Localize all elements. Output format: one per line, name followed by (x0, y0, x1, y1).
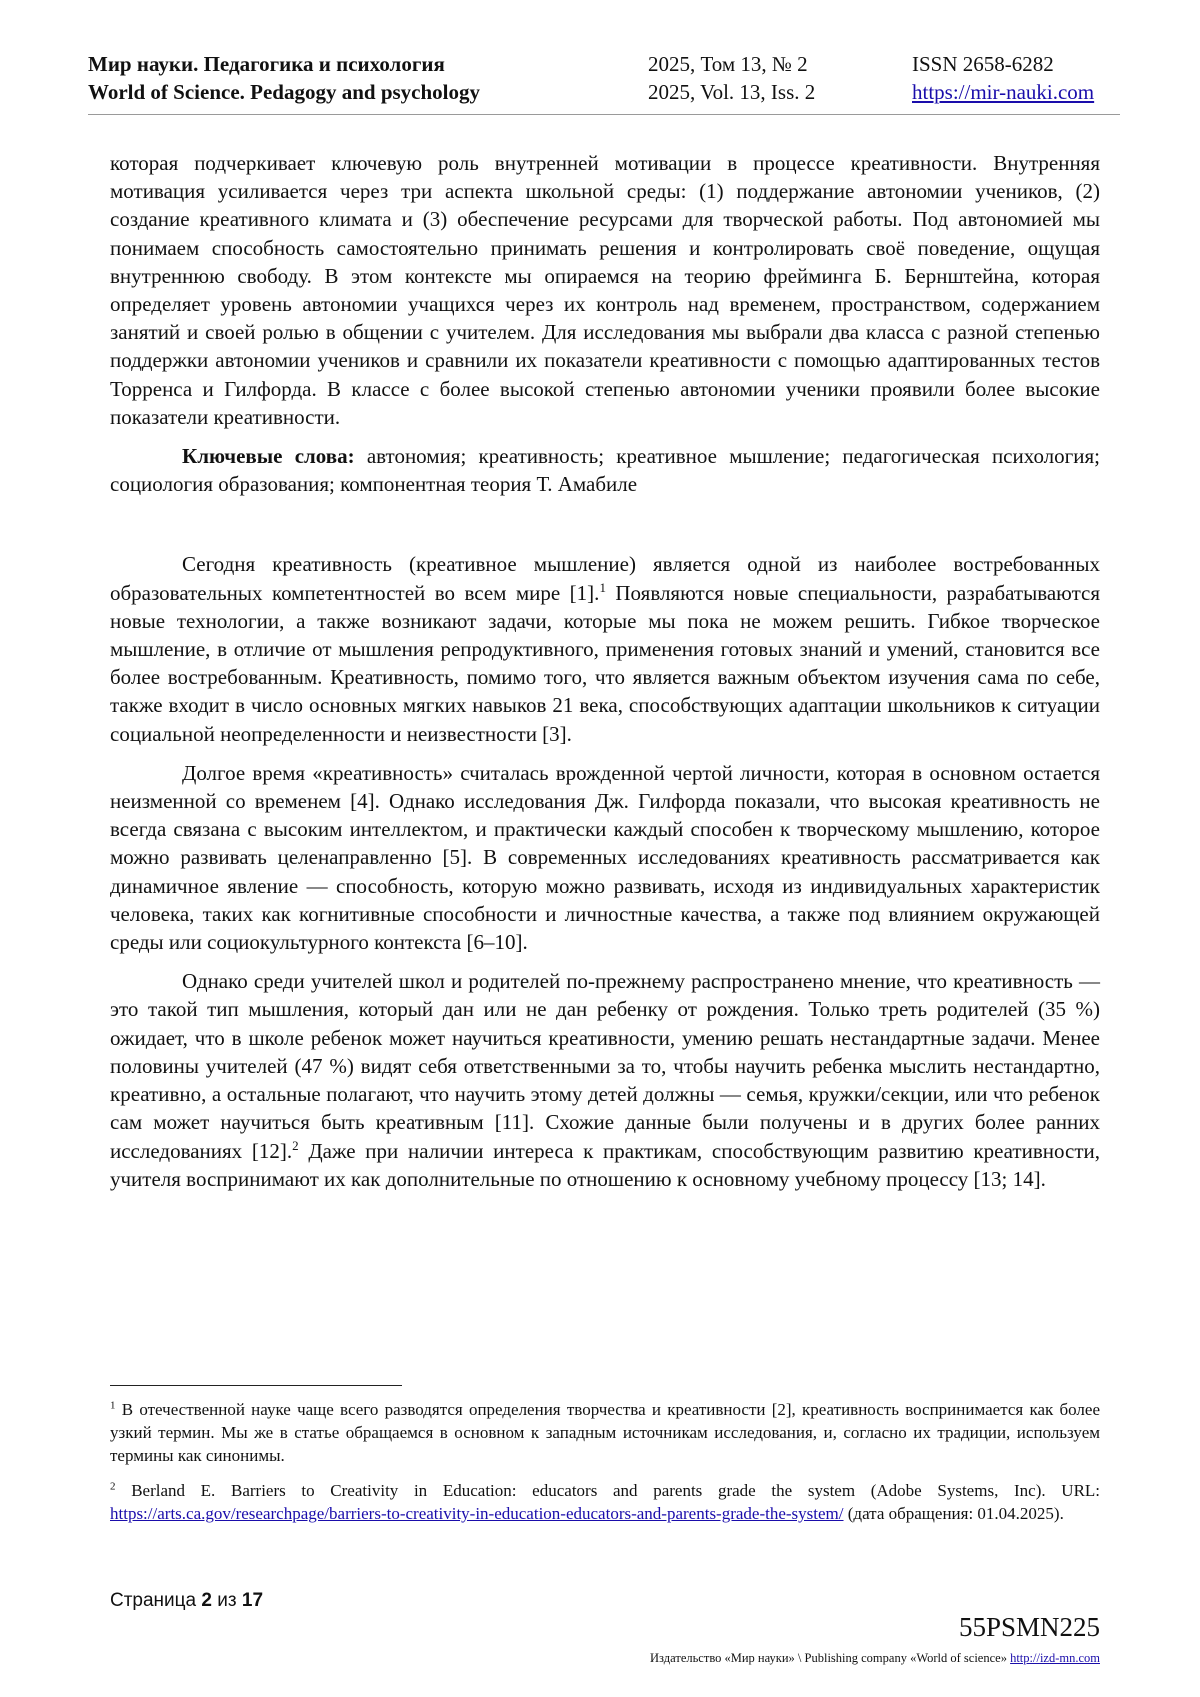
issn: ISSN 2658-6282 (912, 52, 1054, 76)
page-header (88, 50, 1120, 115)
paragraph-3-text: Однако среди учителей школ и родителей по-прежнему распространено мнение, что креативность — это такой тип мышления, который дан или не дан ребенку от рождения. Только треть родителей (35 %) ожидает, что в школе ребенок может научиться креативности, умению решать нестандартные задачи. Менее половины учителей (47 %) видят себя ответственными за то, чтобы научить ребенка мыслить нестандартно, креативно, а остальные полагают, что научить этому детей должны — семья, кружки/секции, или что ребенок сам может научиться быть креативным [11]. Схожие данные были получены и в других более ранних исследованиях [12]. (110, 969, 1100, 1163)
paragraph-3 (110, 967, 1100, 1193)
journal-url-link[interactable]: https://mir-nauki.com (912, 80, 1095, 104)
footnote-1 (110, 1398, 1100, 1467)
journal-title-ru: Мир науки. Педагогика и психология (88, 52, 445, 76)
paragraph-1 (110, 550, 1100, 747)
footnote-2-link[interactable]: https://arts.ca.gov/researchpage/barriers-to-creativity-in-education-educators-and-parents-grade-the-system/ (110, 1504, 844, 1523)
footnote-2-after: (дата обращения: 01.04.2025). (843, 1504, 1064, 1523)
journal-title-en: World of Science. Pedagogy and psychology (88, 80, 481, 104)
keywords (110, 442, 1100, 498)
footnote-1-number: 1 (110, 1399, 116, 1412)
article-code: 55PSMN225 (958, 1612, 1100, 1642)
keywords-text: автономия; креативность; креативное мышление; педагогическая психология; социология образования; компонентная теория Т. Амабиле (110, 444, 1100, 497)
publisher-link[interactable]: http://izd-mn.com (1010, 1651, 1100, 1665)
journal-title (88, 50, 480, 106)
article-body (110, 149, 1100, 1204)
footnote-ref-1[interactable]: 1 (599, 579, 606, 595)
page-counter-prefix: Страница (110, 1590, 202, 1611)
footnote-2 (110, 1479, 1100, 1525)
footnote-2-text: Berland E. Barriers to Creativity in Education: educators and parents grade the system (Adobe Systems, Inc). URL: (131, 1481, 1101, 1500)
footnote-2-number: 2 (110, 1480, 116, 1493)
issue-info (648, 50, 815, 106)
publisher-text: Издательство «Мир науки» \ Publishing company «World of science» (650, 1651, 1011, 1665)
issue-ru: 2025, Том 13, № 2 (648, 52, 808, 76)
keywords-label: Ключевые слова: (182, 444, 355, 469)
footnotes (110, 1398, 1100, 1537)
page-total: 17 (241, 1590, 264, 1611)
paragraph-2: Долгое время «креативность» считалась врожденной чертой личности, которая в основном остается неизменной со временем [4]. Однако исследования Дж. Гилфорда показали, что высокая креативность не всегда связана с высоким интеллектом, и практически каждый способен к творческому мышлению, которое можно развивать целенаправленно [5]. В современных исследованиях креативность рассматривается как динамичное явление — способность, которую можно развивать, исходя из индивидуальных характеристик человека, таких как когнитивные способности и личностные качества, а также под влиянием окружающей среды или социокультурного контекста [6–10]. (110, 760, 1100, 955)
publisher-line (650, 1651, 1100, 1666)
issue-en: 2025, Vol. 13, Iss. 2 (648, 80, 816, 104)
paragraph-3-text-cont: Даже при наличии интереса к практикам, способствующим развитию креативности, учителя воспринимают их как дополнительные по отношению к основному учебному процессу [13; 14]. (110, 1138, 1100, 1191)
page-current: 2 (201, 1590, 212, 1611)
footnote-ref-2[interactable]: 2 (292, 1137, 299, 1153)
page-counter (110, 1590, 263, 1612)
page-counter-middle: из (211, 1590, 242, 1611)
paragraph-1-text: Сегодня креативность (креативное мышление) является одной из наиболее востребованных образовательных компетентностей во всем мире [1]. (110, 552, 1100, 605)
footnote-divider (110, 1385, 402, 1386)
paragraph-1-text-cont: Появляются новые специальности, разрабатываются новые технологии, а также возникают задачи, которые мы пока не можем решить. Гибкое творческое мышление, в отличие от мышления репродуктивного, применения готовых знаний и умений, становится все более востребованным. Креативность, помимо того, что является важным объектом изучения сама по себе, также входит в число основных мягких навыков 21 века, способствующих адаптации школьников к ситуации социальной неопределенности и неизвестности [3]. (110, 580, 1101, 746)
issn-block (912, 50, 1094, 106)
footnote-1-text: В отечественной науке чаще всего разводятся определения творчества и креативности [2], креативность воспринимается как более узкий термин. Мы же в статье обращаемся в основном к западным источникам исследования, и, согласно их традиции, используем термины как синонимы. (110, 1400, 1101, 1465)
abstract-continuation: которая подчеркивает ключевую роль внутренней мотивации в процессе креативности. Внутренняя мотивация усиливается через три аспекта школьной среды: (1) поддержание автономии учеников, (2) создание креативного климата и (3) обеспечение ресурсами для творческой работы. Под автономией мы понимаем способность самостоятельно принимать решения и контролировать своё поведение, ощущая внутреннюю свободу. В этом контексте мы опираемся на теорию фрейминга Б. Бернштейна, которая определяет уровень автономии учащихся через их контроль над временем, пространством, содержанием занятий и своей ролью в общении с учителем. Для исследования мы выбрали два класса с разной степенью поддержки автономии учеников и сравнили их показатели креативности с помощью адаптированных тестов Торренса и Гилфорда. В классе с более высокой степенью автономии ученики проявили более высокие показатели креативности. (110, 151, 1100, 429)
